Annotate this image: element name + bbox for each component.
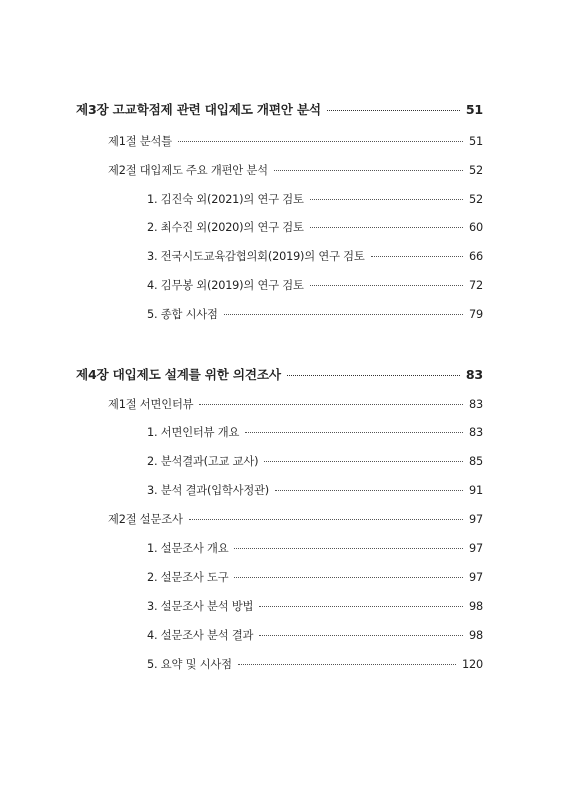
dot-leader (274, 170, 463, 171)
dot-leader (189, 519, 463, 520)
toc-page-number: 51 (469, 135, 483, 148)
dot-leader (238, 664, 456, 665)
dot-leader (199, 404, 463, 405)
toc-item[interactable] (147, 306, 483, 324)
toc-section[interactable] (108, 511, 483, 529)
toc-item-label: 2. 설문조사 도구 (147, 571, 229, 584)
toc-section-label: 제1절 분석틀 (108, 135, 172, 148)
dot-leader (245, 432, 463, 433)
toc-section[interactable] (108, 162, 483, 180)
dot-leader (310, 227, 463, 228)
toc-chapter-label: 제3장 고교학점제 관련 대입제도 개편안 분석 (76, 102, 321, 117)
toc-chapter-3[interactable] (76, 101, 483, 119)
toc-item-label: 4. 설문조사 분석 결과 (147, 629, 254, 642)
toc-page-number: 83 (465, 367, 483, 382)
toc-item[interactable] (147, 424, 483, 442)
toc-chapter-label: 제4장 대입제도 설계를 위한 의견조사 (76, 367, 281, 382)
toc-page-number: 66 (469, 250, 483, 263)
toc-item[interactable] (147, 627, 483, 645)
toc-page-number: 91 (469, 484, 483, 497)
toc-item-label: 5. 요약 및 시사점 (147, 658, 232, 671)
toc-chapter-4[interactable] (76, 366, 483, 384)
toc-page-number: 83 (469, 398, 483, 411)
dot-leader (224, 314, 463, 315)
dot-leader (287, 375, 460, 376)
dot-leader (234, 577, 463, 578)
toc-item[interactable] (147, 277, 483, 295)
toc-item-label: 1. 김진숙 외(2021)의 연구 검토 (147, 193, 304, 206)
toc-item[interactable] (147, 453, 483, 471)
toc-page-number: 51 (465, 102, 483, 117)
toc-item-label: 3. 분석 결과(입학사정관) (147, 484, 269, 497)
dot-leader (327, 110, 460, 111)
toc-item-label: 1. 설문조사 개요 (147, 542, 229, 555)
dot-leader (310, 199, 463, 200)
toc-page-number: 98 (469, 629, 483, 642)
toc-page-number: 72 (469, 279, 483, 292)
toc-item-label: 2. 최수진 외(2020)의 연구 검토 (147, 221, 304, 234)
dot-leader (259, 635, 463, 636)
dot-leader (310, 285, 463, 286)
toc-page-number: 97 (469, 542, 483, 555)
toc-item-label: 1. 서면인터뷰 개요 (147, 426, 240, 439)
toc-item[interactable] (147, 598, 483, 616)
toc-page-number: 85 (469, 455, 483, 468)
toc-item-label: 5. 종합 시사점 (147, 308, 218, 321)
toc-page-number: 97 (469, 513, 483, 526)
toc-item[interactable] (147, 191, 483, 209)
toc-item[interactable] (147, 569, 483, 587)
toc-item[interactable] (147, 656, 483, 674)
dot-leader (264, 461, 463, 462)
toc-page-number: 52 (469, 193, 483, 206)
toc-item-label: 2. 분석결과(고교 교사) (147, 455, 259, 468)
toc-item[interactable] (147, 540, 483, 558)
toc-item-label: 3. 설문조사 분석 방법 (147, 600, 254, 613)
toc-page-number: 97 (469, 571, 483, 584)
toc-item[interactable] (147, 482, 483, 500)
toc-item-label: 3. 전국시도교육감협의회(2019)의 연구 검토 (147, 250, 365, 263)
toc-page-number: 60 (469, 221, 483, 234)
dot-leader (371, 256, 463, 257)
dot-leader (178, 141, 463, 142)
toc-item[interactable] (147, 248, 483, 266)
toc-page-number: 83 (469, 426, 483, 439)
toc-section-label: 제1절 서면인터뷰 (108, 398, 194, 411)
toc-section-label: 제2절 설문조사 (108, 513, 183, 526)
toc-section[interactable] (108, 396, 483, 414)
toc-page-number: 98 (469, 600, 483, 613)
toc-item-label: 4. 김무봉 외(2019)의 연구 검토 (147, 279, 304, 292)
toc-page-number: 120 (462, 658, 483, 671)
toc-page-number: 79 (469, 308, 483, 321)
dot-leader (259, 606, 463, 607)
toc-section-label: 제2절 대입제도 주요 개편안 분석 (108, 164, 268, 177)
dot-leader (275, 490, 463, 491)
toc-page-number: 52 (469, 164, 483, 177)
toc-section[interactable] (108, 133, 483, 151)
dot-leader (234, 548, 463, 549)
toc-item[interactable] (147, 219, 483, 237)
